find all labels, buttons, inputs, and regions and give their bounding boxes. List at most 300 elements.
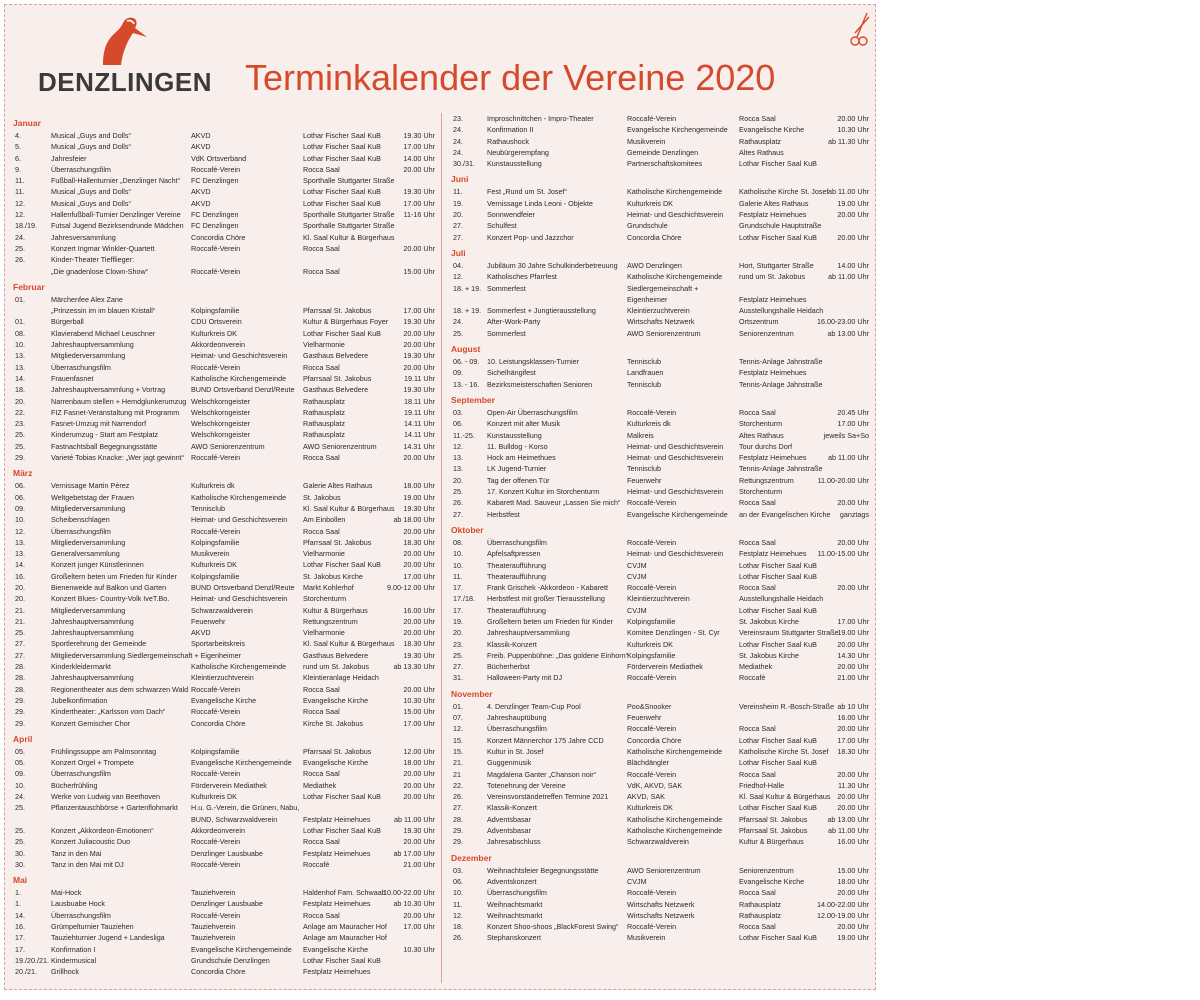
event-time: 20.45 Uhr	[837, 407, 869, 417]
event-row	[451, 899, 871, 910]
event-place: Rocca Saal	[739, 537, 776, 547]
event-row	[451, 921, 871, 932]
event-place: Markt Kohlerhof	[303, 582, 354, 592]
event-place: Tennis-Anlage Jahnstraße	[739, 379, 823, 389]
event-place: Rathausplatz	[303, 430, 345, 440]
event-date: 29.	[453, 826, 463, 836]
event-event: Kunstausstellung	[487, 159, 542, 169]
event-row	[451, 283, 871, 294]
event-place: Rettungszentrum	[303, 616, 358, 626]
event-place: Rocca Saal	[303, 164, 340, 174]
event-place: Evangelische Kirche	[303, 758, 369, 768]
event-time: 20.00 Uhr	[837, 639, 869, 649]
event-time: 20.00 Uhr	[837, 537, 869, 547]
month-heading: Februar	[13, 281, 45, 292]
event-row	[451, 865, 871, 876]
event-org: Tennisclub	[627, 357, 661, 367]
event-row	[451, 271, 871, 282]
event-event: Guggenmusik	[487, 758, 532, 768]
event-row	[451, 328, 871, 339]
event-date: 29.	[15, 707, 25, 717]
event-org: Evangelische Kirchengemeinde	[627, 509, 728, 519]
event-row	[13, 836, 437, 847]
event-event: Kinder-Theater Tiefflieger:	[51, 255, 134, 265]
event-place: Roccafé	[739, 673, 766, 683]
event-row	[13, 350, 437, 361]
event-row	[13, 638, 437, 649]
event-event: Jahresfeier	[51, 153, 87, 163]
event-row	[13, 887, 437, 898]
event-row	[13, 418, 437, 429]
event-event: Konzert Shoo-shoos „BlackForest Swing“	[487, 922, 619, 932]
event-row	[13, 452, 437, 463]
event-org: Katholische Kirchengemeinde	[627, 272, 723, 282]
event-event: Kinderumzug - Start am Festplatz	[51, 430, 159, 440]
event-place: Kirche St. Jakobus	[303, 718, 363, 728]
event-org: VdK, AKVD, SAK	[627, 780, 683, 790]
event-date: 30.	[15, 859, 25, 869]
event-row	[451, 723, 871, 734]
event-event: Generalversammlung	[51, 549, 120, 559]
event-date: 12.	[453, 441, 463, 451]
event-place: Rathausplatz	[739, 910, 781, 920]
event-event: Vereinsvorständetreffen Termine 2021	[487, 792, 609, 802]
event-time: 12.00 Uhr	[403, 746, 435, 756]
event-org: Kolpingsfamilie	[191, 571, 240, 581]
event-event: Überraschungsfilm	[487, 537, 547, 547]
event-place: Kultur & Bürgerhaus	[739, 837, 804, 847]
event-date: 20.	[453, 475, 463, 485]
event-place: Tour durchs Dorf	[739, 441, 793, 451]
event-event: Mitgliederversammlung	[51, 351, 126, 361]
event-time: 17.00 Uhr	[403, 922, 435, 931]
event-event: Musical „Guys and Dolls“	[51, 131, 131, 140]
event-date: 31.	[453, 673, 463, 683]
event-time: 20.00 Uhr	[403, 164, 435, 174]
event-time: 20.00 Uhr	[837, 662, 869, 672]
event-row	[13, 294, 437, 305]
event-time: 20.00 Uhr	[403, 684, 435, 694]
event-org: Malkreis	[627, 430, 654, 440]
event-place: Vielharmonie	[303, 549, 345, 559]
event-event: Theateraufführung	[487, 560, 547, 570]
stork-icon	[97, 15, 153, 67]
event-event: Konzert Blues- Country-Volk IveT.Bo.	[51, 594, 170, 604]
event-date: 12.	[453, 272, 463, 282]
event-org: H.u. G.-Verein, die Grünen, Nabu,	[191, 803, 300, 813]
event-event: Katholisches Pfarrfest	[487, 272, 557, 282]
event-time: 17.00 Uhr	[403, 306, 435, 316]
event-date: 24.	[15, 792, 25, 802]
event-row	[13, 768, 437, 779]
event-org: Kulturkreis DK	[191, 792, 237, 802]
event-date: 18./19.	[15, 221, 37, 231]
event-place: Rocca Saal	[739, 769, 776, 779]
event-place: Lothar Fischer Saal KuB	[303, 142, 381, 152]
event-row	[451, 452, 871, 463]
event-event: Sichelhängifest	[487, 368, 536, 378]
calendar-column-right	[451, 113, 871, 944]
event-time: 20.00 Uhr	[837, 498, 869, 508]
calendar-column-left	[13, 113, 437, 977]
event-date: 20./21.	[15, 967, 37, 977]
event-row	[13, 503, 437, 514]
event-org: AKVD	[191, 628, 211, 638]
event-row	[451, 639, 871, 650]
event-date: 09.	[15, 503, 25, 513]
event-event: Großeltern beten um Frieden für Kinder	[487, 616, 613, 626]
event-org: Welschkorngeister	[191, 407, 250, 417]
event-date: 11.	[453, 899, 463, 909]
event-date: 30.	[15, 848, 25, 858]
event-date: 09.	[15, 769, 25, 779]
event-event: Scheibenschlagen	[51, 515, 110, 525]
event-event: Kultur in St. Josef	[487, 746, 544, 756]
event-row	[451, 661, 871, 672]
event-event: Überraschungsfilm	[51, 526, 111, 536]
event-place: Anlage am Mauracher Hof	[303, 933, 387, 943]
event-date: 25.	[15, 441, 25, 451]
month-heading: August	[451, 344, 481, 355]
event-org: Katholische Kirchengemeinde	[627, 826, 723, 836]
event-place: Lothar Fischer Saal KuB	[303, 328, 381, 338]
event-time: 20.00 Uhr	[403, 243, 435, 253]
event-time: 18.00 Uhr	[403, 481, 435, 491]
event-place: Sporthalle Stuttgarter Straße	[303, 221, 395, 231]
event-time: 20.00 Uhr	[403, 780, 435, 790]
event-event: Tag der offenen Tür	[487, 475, 550, 485]
event-date: 25.	[453, 328, 463, 338]
event-place: Lothar Fischer Saal KuB	[739, 735, 817, 745]
event-date: 5.	[15, 142, 21, 152]
event-org: Gemeinde Denzlingen	[627, 147, 699, 157]
event-org: Komitee Denzlingen - St. Cyr	[627, 628, 720, 638]
event-place: Lothar Fischer Saal KuB	[303, 187, 381, 197]
event-event: Futsal Jugend Bezirksendrunde Mädchen	[51, 221, 184, 231]
event-org: Poo&Snooker	[627, 701, 672, 711]
event-row	[13, 514, 437, 525]
event-event: Mitgliederversammlung	[51, 503, 126, 513]
event-date: 13.	[15, 362, 25, 372]
event-place: Rettungszentrum	[739, 475, 794, 485]
event-date: 29.	[15, 718, 25, 728]
event-place: Kl. Saal Kultur & Bürgerhaus	[303, 503, 395, 513]
event-event: Konfirmation II	[487, 125, 534, 135]
event-row	[13, 243, 437, 254]
event-row	[451, 356, 871, 367]
event-date: 19.	[453, 616, 463, 626]
event-row	[13, 791, 437, 802]
event-row	[13, 164, 437, 175]
event-time: 11.00-15.00 Uhr	[817, 549, 869, 559]
event-place: Lothar Fischer Saal KuB	[739, 571, 817, 581]
event-date: 17./18.	[453, 594, 475, 604]
event-place: Ausstellungshalle Heidach	[739, 594, 824, 604]
event-place: Lothar Fischer Saal KuB	[303, 825, 381, 835]
event-date: 27.	[15, 650, 25, 660]
event-row	[451, 593, 871, 604]
event-time: 20.00 Uhr	[403, 769, 435, 779]
event-time: 14.00 Uhr	[403, 153, 435, 163]
event-time: 20.00 Uhr	[837, 210, 869, 220]
event-time: 11.30 Uhr	[837, 780, 869, 790]
event-time: ab 13.30 Uhr	[393, 662, 435, 672]
month-heading: Januar	[13, 118, 41, 128]
event-row	[13, 593, 437, 604]
event-place: Kl. Saal Kultur & Bürgerhaus	[303, 232, 395, 242]
event-event: Jahreshauptversammlung	[51, 616, 134, 626]
event-row	[451, 441, 871, 452]
event-event: Sonnwendfeier	[487, 210, 535, 220]
event-date: 14.	[15, 910, 25, 920]
event-time: 17.00 Uhr	[403, 718, 435, 728]
event-place: rund um St. Jakobus	[303, 662, 369, 672]
event-date: 11.	[15, 187, 25, 197]
event-row	[13, 757, 437, 768]
event-place: Rocca Saal	[739, 498, 776, 508]
event-time: 18.11 Uhr	[403, 396, 435, 406]
event-org: AKVD, SAK	[627, 792, 665, 802]
event-row	[13, 582, 437, 593]
event-date: 25.	[453, 487, 463, 497]
event-time: 14.31 Uhr	[403, 441, 435, 451]
event-row	[451, 876, 871, 887]
event-event: Apfelsaftpressen	[487, 549, 541, 559]
event-event: Werke von Ludwig van Beethoven	[51, 792, 160, 802]
event-place: Gasthaus Belvedere	[303, 650, 369, 660]
event-row	[451, 220, 871, 231]
event-place: Kultur & Bürgerhaus Foyer	[303, 317, 389, 327]
event-org: FC Denzlingen	[191, 221, 239, 231]
event-row	[451, 616, 871, 627]
event-row	[13, 305, 437, 316]
event-event: Kinderkleidermarkt	[51, 662, 111, 672]
event-time: 17.00 Uhr	[837, 616, 869, 626]
event-event: Konzert Ingmar Winkler-Quartett	[51, 243, 155, 253]
event-org: Kolpingsfamilie	[191, 306, 240, 316]
event-org: Concordia Chöre	[191, 718, 246, 728]
event-date: 22.	[453, 780, 463, 790]
event-org: Wirtschafts Netzwerk	[627, 910, 695, 920]
event-event: Hock am Heimethues	[487, 453, 556, 463]
event-row	[13, 814, 437, 825]
event-row	[451, 305, 871, 316]
event-event: Sommerfest + Jungtierausstellung	[487, 306, 596, 316]
month-heading: Dezember	[451, 852, 492, 863]
event-event: Jubiläum 30 Jahre Schulkinderbetreuung	[487, 260, 618, 270]
event-event: Kabarett Mad. Sauveur „Lassen Sie mich“	[487, 498, 621, 508]
event-row	[13, 441, 437, 452]
event-time: 21.00 Uhr	[837, 673, 869, 683]
event-org: Heimat- und Geschichtsverein	[191, 594, 288, 604]
event-date: 6.	[15, 153, 21, 163]
event-place: Festplatz Heimehues	[739, 453, 807, 463]
event-time: 20.00 Uhr	[403, 628, 435, 638]
event-row	[13, 480, 437, 491]
event-date: 13.	[15, 351, 25, 361]
event-date: 12.	[15, 526, 25, 536]
event-org: Roccafé-Verein	[627, 583, 677, 593]
event-org: Akkordeonverein	[191, 825, 245, 835]
event-org: Förderverein Mediathek	[627, 662, 703, 672]
event-date: 05.	[15, 746, 25, 756]
event-place: St. Jakobus Kirche	[303, 571, 363, 581]
event-place: Festplatz Heimehues	[303, 967, 371, 977]
event-time: 20.00 Uhr	[837, 769, 869, 779]
event-time: ab 13.00 Uhr	[827, 814, 869, 824]
event-row	[451, 672, 871, 683]
event-row	[13, 780, 437, 791]
event-date: 18. + 19.	[453, 283, 482, 293]
event-date: 12.	[15, 198, 25, 208]
event-place: Storchenturm	[303, 594, 347, 604]
event-place: Rocca Saal	[303, 526, 340, 536]
event-event: Stephanskonzert	[487, 933, 541, 943]
event-date: 29.	[15, 453, 25, 463]
event-place: Lothar Fischer Saal KuB	[739, 803, 817, 813]
event-date: 06.	[15, 492, 25, 502]
event-org: Heimat- und Geschichtsverein	[627, 441, 724, 451]
event-date: 25.	[15, 837, 25, 847]
event-org: AKVD	[191, 187, 211, 197]
event-row	[451, 757, 871, 768]
event-date: 20.	[453, 628, 463, 638]
event-time: 17.00 Uhr	[403, 571, 435, 581]
event-time: 20.00 Uhr	[403, 616, 435, 626]
event-date: 25.	[15, 803, 25, 813]
event-place: St. Jakobus	[303, 492, 341, 502]
event-event: Bezirksmeisterschaften Senioren	[487, 379, 593, 389]
event-row	[13, 910, 437, 921]
event-time: 19.30 Uhr	[403, 317, 435, 327]
event-event: Jahreshauptversammlung	[487, 628, 570, 638]
event-place: Festplatz Heimehues	[739, 294, 807, 304]
event-row	[451, 605, 871, 616]
event-date: 06.	[15, 481, 25, 491]
event-place: Kleintieranlage Heidach	[303, 673, 379, 683]
event-row	[451, 582, 871, 593]
event-row	[451, 802, 871, 813]
event-place: Evangelische Kirche	[303, 695, 369, 705]
event-event: Konzert Orgel + Trompete	[51, 758, 134, 768]
event-place: Vereinsraum Stuttgarter Straße	[739, 628, 839, 638]
event-date: 23.	[453, 639, 463, 649]
event-time: 14.11 Uhr	[403, 430, 435, 440]
event-org: Heimat- und Geschichtsverein	[627, 549, 724, 559]
event-date: 21.	[453, 758, 463, 768]
event-row	[451, 136, 871, 147]
event-date: 06. - 09.	[453, 357, 480, 367]
event-row	[13, 316, 437, 327]
month-heading: Juni	[451, 174, 469, 185]
event-event: Klassik-Konzert	[487, 803, 537, 813]
event-time: 16.00-23.00 Uhr	[817, 317, 869, 327]
event-place: Pfarrsaal St. Jakobus	[303, 373, 372, 383]
event-time: 14.30 Uhr	[837, 650, 869, 660]
event-date: 11.	[15, 176, 25, 186]
event-org: FC Denzlingen	[191, 176, 239, 186]
event-row	[13, 944, 437, 955]
event-org: Roccafé-Verein	[627, 498, 677, 508]
event-time: 19.00 Uhr	[837, 933, 869, 943]
event-date: 17.	[15, 944, 25, 954]
event-place: Rocca Saal	[739, 724, 776, 734]
event-event: Tauziehturnier Jugend + Landesliga	[51, 933, 165, 943]
event-time: 19.11 Uhr	[403, 407, 435, 417]
event-time: ganztags	[839, 509, 869, 519]
event-org: Katholische Kirchengemeinde	[191, 373, 287, 383]
event-org: Roccafé-Verein	[627, 537, 677, 547]
event-place: Hort, Stuttgarter Straße	[739, 260, 814, 270]
event-org: Roccafé-Verein	[191, 453, 241, 463]
event-time: 10.30 Uhr	[403, 695, 435, 705]
event-row	[13, 825, 437, 836]
event-row	[13, 672, 437, 683]
event-row	[451, 836, 871, 847]
event-org: FC Denzlingen	[191, 210, 239, 220]
event-org: Heimat- und Geschichtsverein	[627, 487, 724, 497]
event-place: Kl. Saal Kultur & Bürgerhaus	[739, 792, 831, 802]
event-place: Rathausplatz	[303, 396, 345, 406]
event-place: Mediathek	[739, 662, 773, 672]
event-place: Evangelische Kirche	[303, 944, 369, 954]
event-event: Totenehrung der Vereine	[487, 780, 566, 790]
event-time: 20.00 Uhr	[837, 114, 869, 123]
event-date: 23.	[15, 419, 25, 429]
event-place: Rocca Saal	[303, 362, 340, 372]
event-event: Mitgliederversammlung	[51, 537, 126, 547]
event-time: 17.00 Uhr	[403, 142, 435, 152]
event-org: Tauziehverein	[191, 933, 236, 943]
event-date: 28.	[15, 684, 25, 694]
event-row	[451, 548, 871, 559]
event-place: Am Einbollen	[303, 515, 346, 525]
event-event: Kindertheater: „Karlsson vom Dach“	[51, 707, 166, 717]
event-event: Varieté Tobias Knacke: „Wer jagt gewinnt“	[51, 453, 185, 463]
month-heading: April	[13, 733, 33, 744]
event-place: Vereinsheim R.-Bosch-Straße	[739, 701, 835, 711]
event-time: 20.00 Uhr	[403, 362, 435, 372]
event-time: 18.30 Uhr	[403, 537, 435, 547]
event-place: Seniorenzentrum	[739, 328, 794, 338]
event-date: 10.	[15, 515, 25, 525]
event-date: 01.	[15, 294, 25, 304]
event-place: Seniorenzentrum	[739, 865, 794, 875]
event-date: 21.	[15, 605, 25, 615]
event-row	[451, 560, 871, 571]
event-org: Katholische Kirchengemeinde	[627, 187, 723, 197]
event-org: AWO Denzlingen	[627, 260, 682, 270]
event-date: 19.	[453, 198, 463, 208]
event-event: Klavierabend Michael Leuschner	[51, 328, 156, 338]
event-row	[13, 859, 437, 870]
event-org: VdK Ortsverband	[191, 153, 247, 163]
event-time: jeweils Sa+So	[823, 430, 869, 440]
event-date: 06.	[453, 419, 463, 429]
event-event: Sportlerehrung der Gemeinde	[51, 639, 147, 649]
event-event: Märchenfee Alex Zane	[51, 294, 123, 304]
event-row	[13, 966, 437, 977]
event-time: ab 10.30 Uhr	[393, 899, 435, 909]
event-event: Musical „Guys and Dolls“	[51, 142, 131, 152]
event-row	[13, 429, 437, 440]
event-date: 16.	[15, 922, 25, 931]
event-place: Pfarrsaal St. Jakobus	[303, 306, 372, 316]
event-org: Katholische Kirchengemeinde	[191, 662, 287, 672]
event-date: 1.	[15, 888, 21, 898]
denzlingen-logo	[35, 15, 215, 99]
event-row	[13, 130, 437, 141]
